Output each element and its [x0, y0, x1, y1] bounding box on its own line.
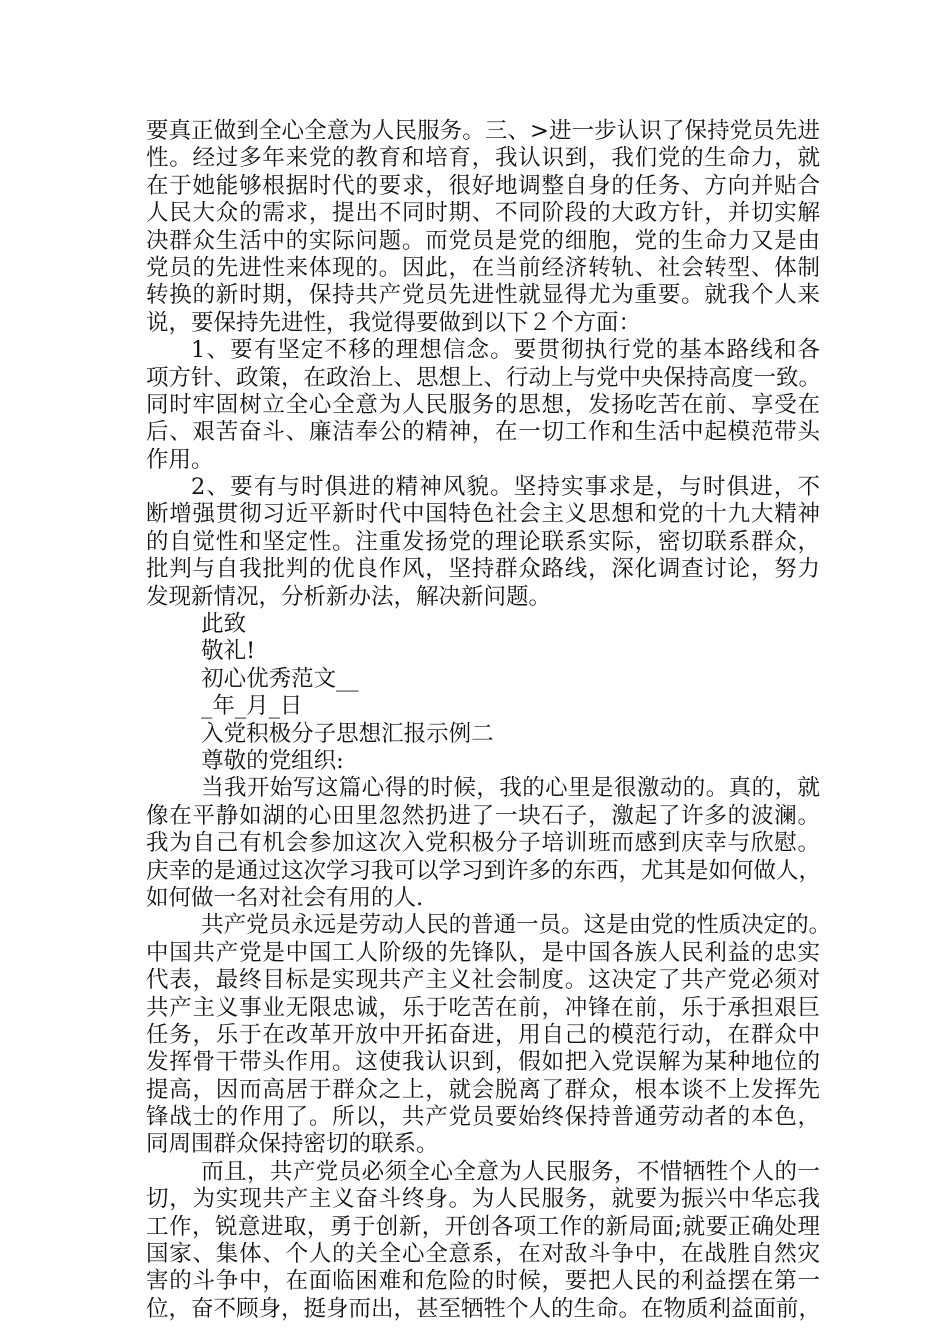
text-line: _年_月_日 — [201, 693, 303, 720]
text-line: 项方针、政策，在政治上、思想上、行动上与党中央保持高度一致。 — [146, 364, 822, 391]
text-line: 国家、集体、个人的关全心全意系，在对敌斗争中，在战胜自然灾 — [146, 1241, 820, 1268]
text-line: 入党积极分子思想汇报示例二 — [201, 720, 494, 747]
text-line: 共产主义事业无限忠诚，乐于吃苦在前，冲锋在前，乐于承担艰巨 — [146, 994, 820, 1021]
text-line: 尊敬的党组织: — [201, 747, 344, 774]
text-line: 我为自己有机会参加这次入党积极分子培训班而感到庆幸与欣慰。 — [146, 830, 820, 857]
text-line: 工作，锐意进取，勇于创新，开创各项工作的新局面;就要正确处理 — [146, 1213, 820, 1240]
document-body — [146, 118, 832, 1323]
text-line: 发现新情况，分析新办法，解决新问题。 — [146, 583, 552, 610]
text-line: 庆幸的是通过这次学习我可以学习到许多的东西，尤其是如何做人， — [146, 857, 822, 884]
text-line: 在于她能够根据时代的要求，很好地调整自身的任务、方向并贴合 — [146, 172, 820, 199]
text-line: 位，奋不顾身，挺身而出，甚至牺牲个人的生命。在物质利益面前， — [146, 1295, 822, 1322]
text-line: 同时牢固树立全心全意为人民服务的思想，发扬吃苦在前、享受在 — [146, 391, 820, 418]
text-line: 中国共产党是中国工人阶级的先锋队，是中国各族人民利益的忠实 — [146, 939, 820, 966]
text-line: 同周围群众保持密切的联系。 — [146, 1131, 439, 1158]
text-line: 要真正做到全心全意为人民服务。三、>进一步认识了保持党员先进 — [146, 118, 820, 144]
text-line: 批判与自我批判的优良作风，坚持群众路线，深化调查讨论，努力 — [146, 556, 820, 583]
text-line: 决群众生活中的实际问题。而党员是党的细胞，党的生命力又是由 — [146, 227, 820, 254]
text-line: 党员的先进性来体现的。因此，在当前经济转轨、社会转型、体制 — [146, 254, 820, 281]
text-line: 如何做一名对社会有用的人. — [146, 884, 424, 911]
text-line: 切，为实现共产主义奋斗终身。为人民服务，就要为振兴中华忘我 — [146, 1186, 820, 1213]
text-line: 的自觉性和坚定性。注重发扬党的理论联系实际，密切联系群众， — [146, 528, 820, 555]
text-line: 作用。 — [146, 446, 214, 473]
text-line: 断增强贯彻习近平新时代中国特色社会主义思想和党的十九大精神 — [146, 501, 820, 528]
text-line: 后、艰苦奋斗、廉洁奉公的精神，在一切工作和生活中起模范带头 — [146, 419, 820, 446]
text-line: 初心优秀范文__ — [201, 665, 359, 692]
text-line: 害的斗争中，在面临困难和危险的时候，要把人民的利益摆在第一 — [146, 1268, 820, 1295]
text-line: 而且，共产党员必须全心全意为人民服务，不惜牺牲个人的一 — [201, 1158, 820, 1185]
text-line: 当我开始写这篇心得的时候，我的心里是很激动的。真的，就 — [201, 775, 820, 802]
text-line: 此致 — [201, 611, 247, 638]
text-line: 转换的新时期，保持共产党员先进性就显得尤为重要。就我个人来 — [146, 282, 820, 309]
text-line: 代表，最终目标是实现共产主义社会制度。这决定了共产党必须对 — [146, 967, 820, 994]
text-line: 敬礼! — [201, 638, 256, 665]
text-line: 发挥骨干带头作用。这使我认识到，假如把入党误解为某种地位的 — [146, 1049, 820, 1076]
text-line: 说，要保持先进性，我觉得要做到以下２个方面： — [146, 309, 642, 336]
text-line: 像在平静如湖的心田里忽然扔进了一块石子，激起了许多的波澜。 — [146, 802, 820, 829]
text-line: 1、要有坚定不移的理想信念。要贯彻执行党的基本路线和各 — [191, 337, 820, 364]
text-line: 2、要有与时俱进的精神风貌。坚持实事求是，与时俱进，不 — [191, 474, 820, 501]
text-line: 任务，乐于在改革开放中开拓奋进，用自己的模范行动，在群众中 — [146, 1021, 820, 1048]
text-line: 共产党员永远是劳动人民的普通一员。这是由党的性质决定的。 — [201, 912, 832, 939]
text-line: 锋战士的作用了。所以，共产党员要始终保持普通劳动者的本色， — [146, 1104, 820, 1131]
text-line: 提高，因而高居于群众之上，就会脱离了群众，根本谈不上发挥先 — [146, 1076, 820, 1103]
text-line: 人民大众的需求，提出不同时期、不同阶段的大政方针，并切实解 — [146, 200, 820, 227]
text-line: 性。经过多年来党的教育和培育，我认识到，我们党的生命力，就 — [146, 145, 820, 172]
